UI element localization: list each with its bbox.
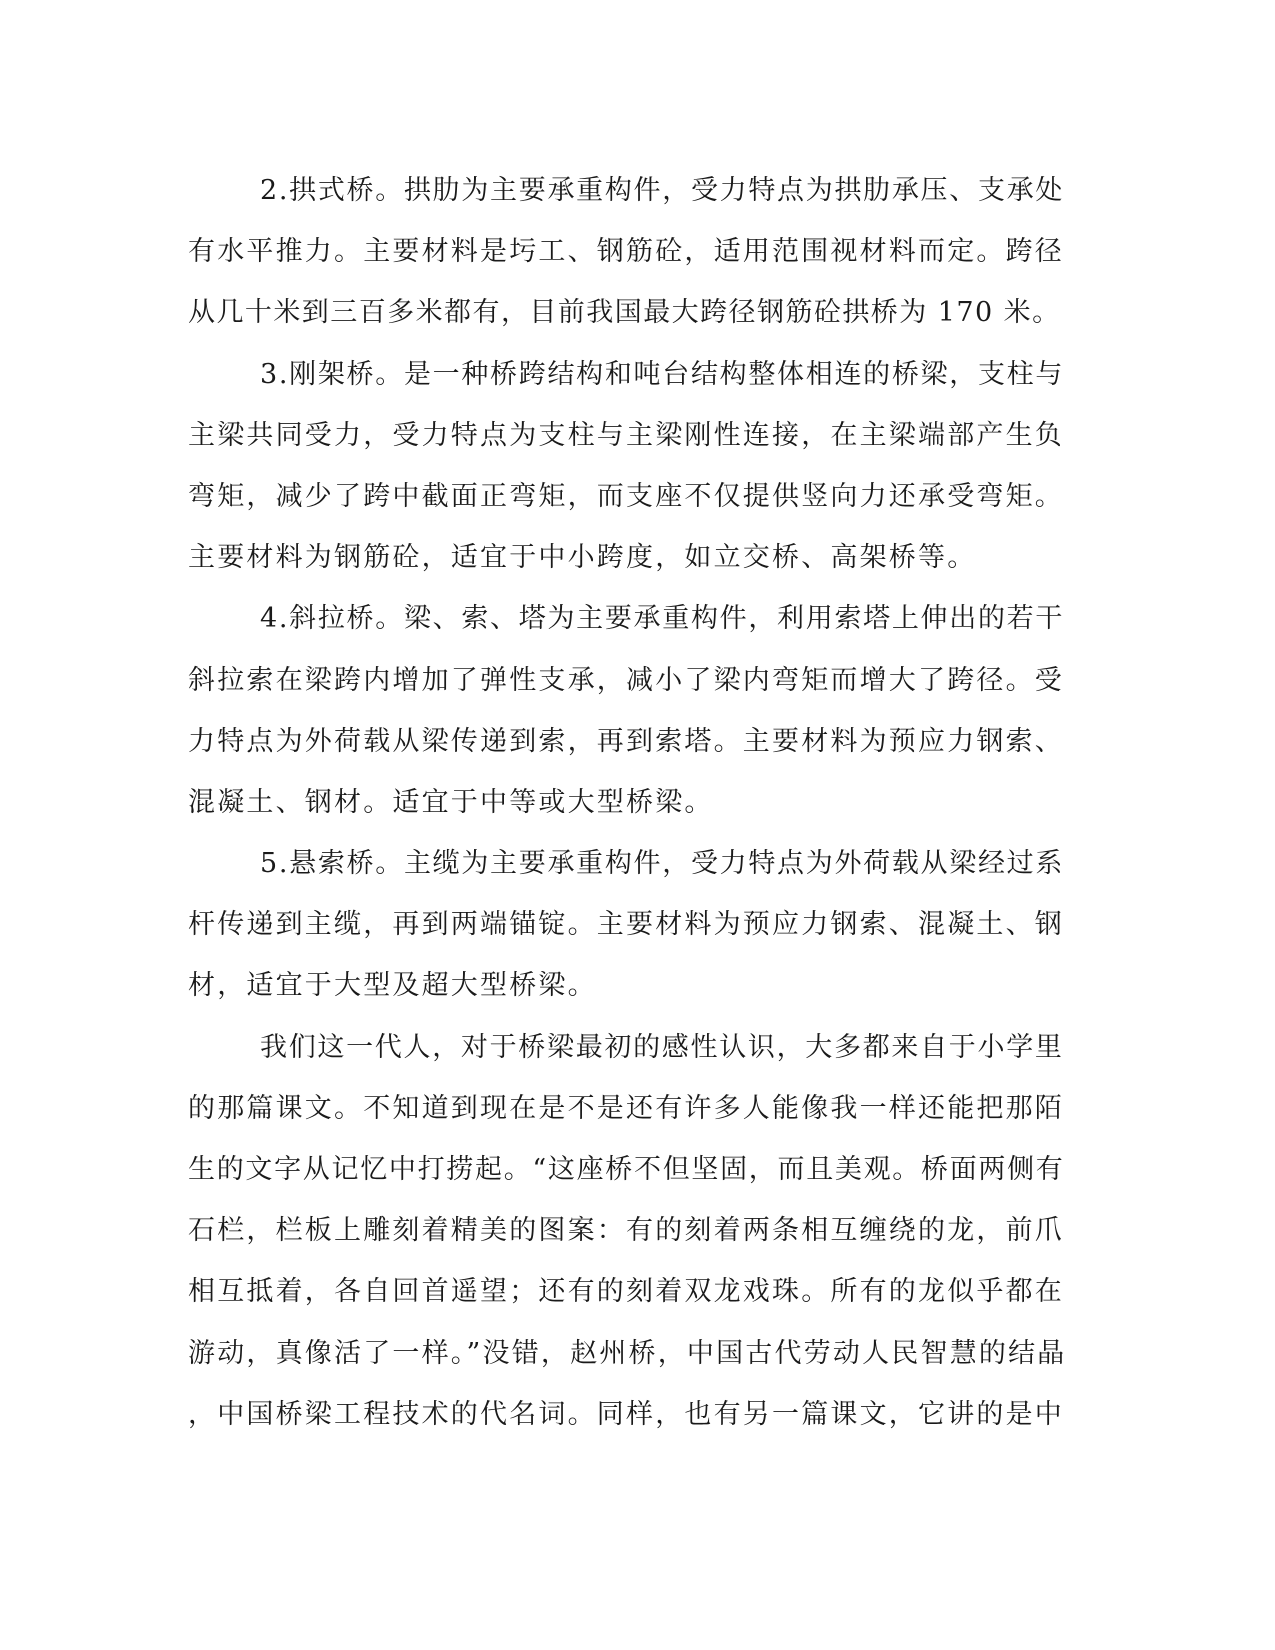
- text-line: 2.拱式桥。拱肋为主要承重构件，受力特点为拱肋承压、支承处: [260, 175, 1065, 206]
- text-line: 3.刚架桥。是一种桥跨结构和吨台结构整体相连的桥梁，支柱与: [260, 358, 1065, 390]
- text-line: 生的文字从记忆中打捞起。“这座桥不但坚固，而且美观。桥面两侧有: [188, 1154, 1065, 1185]
- text-line: 材，适宜于大型及超大型桥梁。: [188, 970, 597, 1002]
- text-line: 混凝土、钢材。适宜于中等或大型桥梁。: [188, 786, 714, 818]
- text-line: 斜拉索在梁跨内增加了弹性支承，减小了梁内弯矩而增大了跨径。受: [188, 664, 1064, 696]
- text-line: ，中国桥梁工程技术的代名词。同样，也有另一篇课文，它讲的是中: [188, 1398, 1064, 1430]
- text-line: 力特点为外荷载从梁传递到索，再到索塔。主要材料为预应力钢索、: [188, 725, 1064, 757]
- text-line: 游动，真像活了一样。”没错，赵州桥，中国古代劳动人民智慧的结晶: [188, 1337, 1067, 1369]
- text-line: 主要材料为钢筋砼，适宜于中小跨度，如立交桥、高架桥等。: [188, 542, 977, 574]
- text-line: 石栏，栏板上雕刻着精美的图案：有的刻着两条相互缠绕的龙，前爪: [188, 1215, 1064, 1247]
- text-line: 我们这一代人，对于桥梁最初的感性认识，大多都来自于小学里: [260, 1031, 1064, 1063]
- text-line: 弯矩，减少了跨中截面正弯矩，而支座不仅提供竖向力还承受弯矩。: [188, 480, 1064, 512]
- text-line: 相互抵着，各自回首遥望；还有的刻着双龙戏珠。所有的龙似乎都在: [188, 1276, 1064, 1308]
- body-text: [188, 160, 1068, 1445]
- text-line: 主梁共同受力，受力特点为支柱与主梁刚性连接，在主梁端部产生负: [188, 419, 1064, 451]
- text-line: 的那篇课文。不知道到现在是不是还有许多人能像我一样还能把那陌: [188, 1092, 1064, 1124]
- text-line: 4.斜拉桥。梁、索、塔为主要承重构件，利用索塔上伸出的若干: [260, 603, 1065, 635]
- text-line: 杆传递到主缆，再到两端锚锭。主要材料为预应力钢索、混凝土、钢: [188, 909, 1064, 941]
- text-line: 5.悬索桥。主缆为主要承重构件，受力特点为外荷载从梁经过系: [260, 848, 1065, 880]
- text-line: 从几十米到三百多米都有，目前我国最大跨径钢筋砼拱桥为 170 米。: [188, 297, 1061, 329]
- text-line: 有水平推力。主要材料是圬工、钢筋砼，适用范围视材料而定。跨径: [188, 236, 1064, 268]
